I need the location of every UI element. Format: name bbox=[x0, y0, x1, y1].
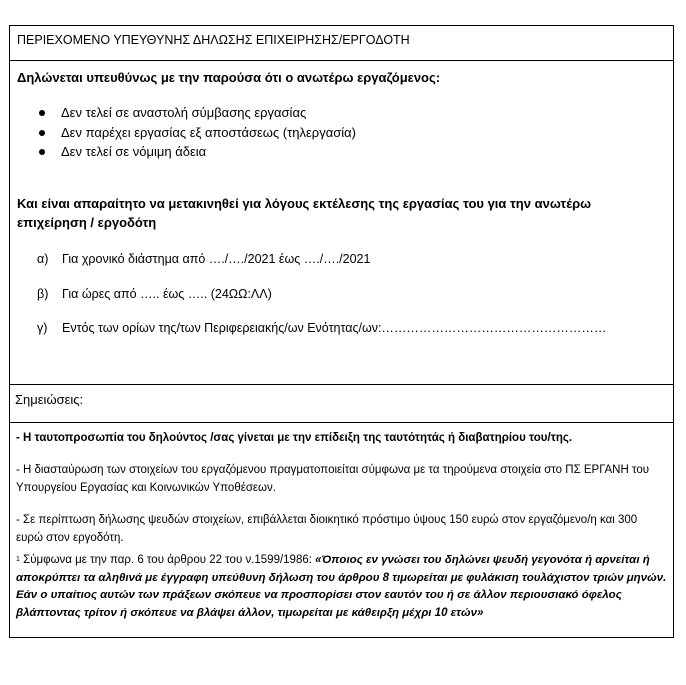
footnote-lead: Σύμφωνα με την παρ. 6 του άρθρου 22 του ν.1599/1986: bbox=[19, 554, 316, 566]
divider bbox=[10, 422, 673, 423]
bullet-icon bbox=[39, 110, 45, 116]
movement-statement: Και είναι απαραίτητο να μετακινηθεί για λόγους εκτέλεσης της εργασίας του για την ανωτέρω επιχείρηση / εργοδότη bbox=[17, 196, 592, 230]
hours-field: Για ώρες από ….. έως ….. (24ΩΩ:ΛΛ) bbox=[62, 287, 272, 301]
conditions-list bbox=[39, 105, 356, 164]
item-marker-a: α) bbox=[37, 252, 49, 266]
note-identity: - Η ταυτοπροσωπία του δηλούντος /σας γίνεται με την επίδειξη της ταυτότητάς ή διαβατηρίου του/της. bbox=[16, 432, 573, 444]
divider bbox=[10, 60, 673, 61]
footnote-mark: 1 bbox=[16, 556, 20, 563]
note-ergani: - Η διασταύρωση των στοιχείων του εργαζόμενου πραγματοποιείται σύμφωνα με τα τηρούμενα στοιχεία στο ΠΣ ΕΡΓΑΝΗ του Υπουργείου Εργασίας και Κοινωνικών Υποθέσεων. bbox=[16, 464, 650, 494]
item-marker-c: γ) bbox=[37, 321, 48, 335]
list-item: Δεν τελεί σε νόμιμη άδεια bbox=[39, 144, 356, 164]
date-range-field: Για χρονικό διάστημα από …./…./2021 έως …./…./2021 bbox=[62, 252, 371, 266]
footnote bbox=[16, 552, 668, 622]
list-item: Δεν τελεί σε αναστολή σύμβασης εργασίας bbox=[39, 105, 356, 125]
regions-field: Εντός των ορίων της/των Περιφερειακής/ων Ενότητας/ων:……………………………………………… bbox=[62, 321, 607, 335]
declaration-form bbox=[9, 25, 674, 638]
list-item: Δεν παρέχει εργασίας εξ αποστάσεως (τηλεργασία) bbox=[39, 125, 356, 145]
item-marker-b: β) bbox=[37, 287, 49, 301]
note-penalty: - Σε περίπτωση δήλωσης ψευδών στοιχείων, επιβάλλεται διοικητικό πρόστιμο ύψους 150 ευρώ στον εργαζόμενο/η και 300 ευρώ στον εργοδότη. bbox=[16, 514, 638, 544]
bullet-icon bbox=[39, 130, 45, 136]
notes-label: Σημειώσεις: bbox=[15, 392, 84, 407]
footnote-quote: «Όποιος εν γνώσει του δηλώνει ψευδή γεγονότα ή αρνείται ή αποκρύπτει τα αληθινά με έγγραφη υπεύθυνη δήλωση του άρθρου 8 τιμωρείται με φυλάκιση τουλάχιστον τριών μηνών. Εάν ο υπαίτιος αυτών των πράξεων σκόπευε να προσπορίσει στον εαυτόν του ή σε άλλον περιουσιακό όφελος βλάπτοντας τρίτον ή σκόπευε να βλάψει άλλον, τιμωρείται με κάθειρξη μέχρι 10 ετών» bbox=[16, 554, 667, 619]
declaration-heading: Δηλώνεται υπευθύνως με την παρούσα ότι ο ανωτέρω εργαζόμενος: bbox=[17, 70, 441, 85]
form-title: ΠΕΡΙΕΧΟΜΕΝΟ ΥΠΕΥΘΥΝΗΣ ΔΗΛΩΣΗΣ ΕΠΙΧΕΙΡΗΣΗΣ/ΕΡΓΟΔΟΤΗ bbox=[17, 33, 410, 47]
bullet-icon bbox=[39, 149, 45, 155]
divider bbox=[10, 384, 673, 385]
